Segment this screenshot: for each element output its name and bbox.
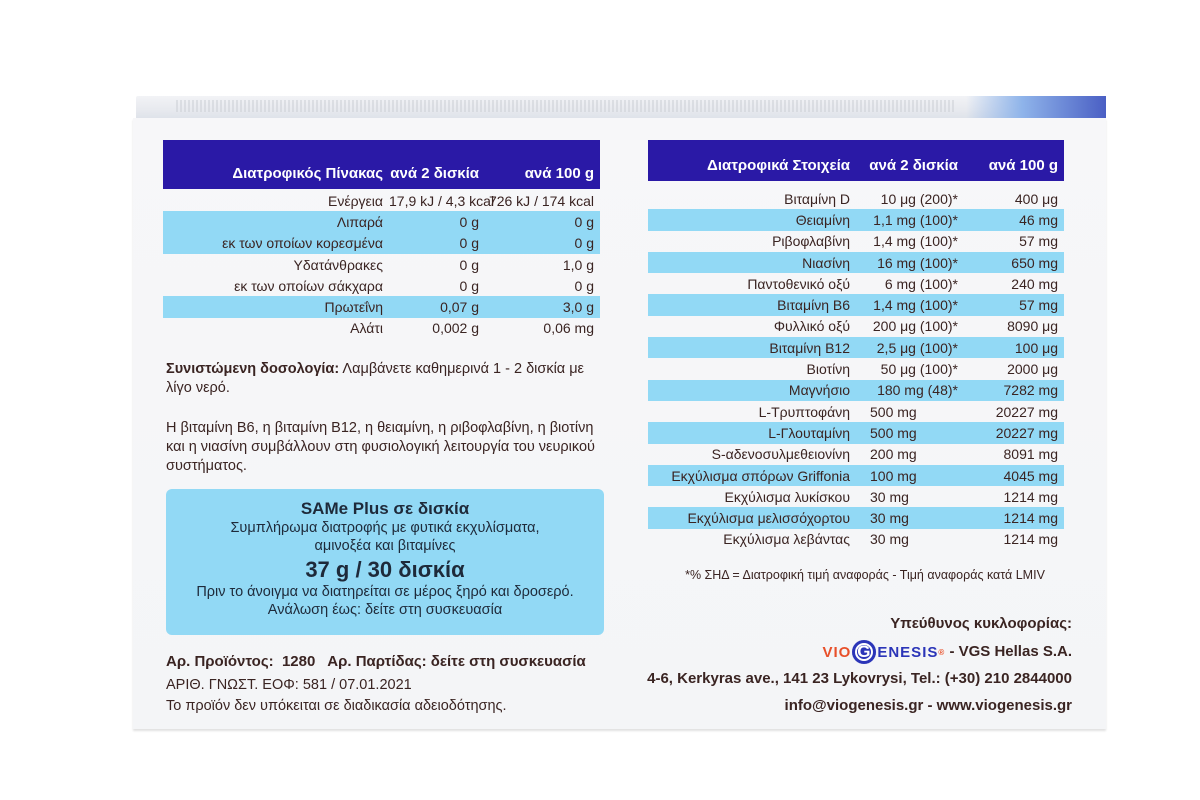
lid-embossed-text [176, 100, 956, 112]
row-per-2: 0,002 g [432, 320, 479, 337]
ingredients-table [648, 140, 1064, 550]
row-per-2: 17,9 kJ / 4,3 kcal [389, 192, 495, 209]
row-per-100: 0 g [574, 235, 594, 252]
table-row [648, 401, 1064, 422]
company-line [823, 640, 1073, 664]
row-name: εκ των οποίων κορεσμένα [222, 235, 383, 252]
row-per-100: 1,0 g [562, 256, 594, 273]
row-per-2: 30 mg [870, 531, 909, 548]
row-name: Μαγνήσιο [788, 382, 850, 399]
row-name: Εκχύλισμα σπόρων Griffonia [671, 467, 850, 484]
header-per-2: ανά 2 δισκία [390, 165, 479, 182]
header-per-2: ανά 2 δισκία [869, 157, 958, 174]
row-per-2: 0 g [459, 235, 479, 252]
dosage-instructions: Λαμβάνετε καθημερινά 1 - 2 δισκία με λίγο νερό. [166, 361, 585, 396]
storage-instructions: Πριν το άνοιγμα να διατηρείται σε μέρος ξηρό και δροσερό. [196, 584, 574, 600]
product-info-box [166, 489, 604, 635]
table-row [648, 273, 1064, 294]
row-per-100: 3,0 g [562, 299, 594, 316]
header-name: Διατροφικά Στοιχεία [707, 157, 850, 174]
row-name: Εκχύλισμα λυκίσκου [724, 488, 850, 505]
row-per-100: 650 mg [1011, 254, 1058, 271]
row-name: Παντοθενικό οξύ [747, 275, 850, 292]
row-name: Λιπαρά [336, 213, 383, 230]
ingredients-table-header [648, 140, 1064, 181]
table-row [648, 337, 1064, 358]
table-row [648, 486, 1064, 507]
row-name: Φυλλικό οξύ [773, 318, 850, 335]
row-name: Νιασίνη [802, 254, 850, 271]
row-per-100: 4045 mg [1003, 467, 1058, 484]
row-per-2: 1,4 mg (100)* [873, 233, 958, 250]
table-row [163, 318, 600, 339]
row-per-2: 10 μg (200)* [880, 190, 958, 207]
ingredients-table-body [648, 188, 1064, 550]
row-name: S-αδενοσυλμεθειονίνη [711, 446, 850, 463]
row-per-100: 726 kJ / 174 kcal [488, 192, 594, 209]
row-per-100: 8091 mg [1003, 446, 1058, 463]
dosage-label: Συνιστώμενη δοσολογία: [166, 361, 340, 377]
row-per-2: 0,07 g [440, 299, 479, 316]
row-per-2: 200 mg [870, 446, 917, 463]
row-name: Ενέργεια [328, 192, 383, 209]
rda-footnote: *% ΣΗΔ = Διατροφική τιμή αναφοράς - Τιμή αναφοράς κατά LMIV [685, 568, 1045, 582]
row-per-100: 8090 μg [1007, 318, 1058, 335]
row-per-2: 50 μg (100)* [880, 361, 958, 378]
dosage-text [166, 360, 606, 398]
row-name: Ριβοφλαβίνη [772, 233, 850, 250]
row-name: Βιταμίνη Β6 [777, 297, 850, 314]
row-name: Υδατάνθρακες [293, 256, 383, 273]
table-row [163, 233, 600, 254]
registered-mark: ® [938, 647, 946, 657]
row-name: Εκχύλισμα λεβάντας [723, 531, 850, 548]
table-row [648, 188, 1064, 209]
nutrition-table-body [163, 190, 600, 339]
row-per-100: 1214 mg [1003, 488, 1058, 505]
logo-enesis-text: ENESIS [877, 643, 939, 661]
table-row [648, 231, 1064, 252]
viogenesis-logo [823, 640, 946, 664]
row-per-100: 100 μg [1014, 339, 1058, 356]
row-name: Βιταμίνη D [784, 190, 850, 207]
nutrition-table-header [163, 140, 600, 189]
row-per-100: 2000 μg [1007, 361, 1058, 378]
responsible-label: Υπεύθυνος κυκλοφορίας: [890, 615, 1072, 632]
row-per-100: 0 g [574, 277, 594, 294]
table-row [648, 465, 1064, 486]
table-row [163, 211, 600, 232]
row-per-2: 30 mg [870, 488, 909, 505]
table-row [648, 507, 1064, 528]
row-per-2: 16 mg (100)* [877, 254, 958, 271]
product-title: SAMe Plus σε δισκία [300, 499, 470, 518]
box-lid [136, 96, 1106, 118]
company-contact: info@viogenesis.gr - www.viogenesis.gr [784, 697, 1072, 714]
logo-vio-text: VIO [822, 643, 852, 661]
row-per-2: 6 mg (100)* [884, 275, 958, 292]
row-per-100: 400 μg [1014, 190, 1058, 207]
product-subtitle-2: αμινοξέα και βιταμίνες [314, 538, 456, 554]
row-per-2: 180 mg (48)* [877, 382, 958, 399]
row-per-100: 20227 mg [995, 424, 1058, 441]
product-quantity: 37 g / 30 δισκία [305, 557, 465, 582]
header-per-100: ανά 100 g [524, 165, 594, 182]
lid-color-stripe [966, 96, 1106, 118]
row-per-2: 500 mg [870, 403, 917, 420]
row-name: Βιοτίνη [806, 361, 850, 378]
row-per-2: 2,5 μg (100)* [876, 339, 958, 356]
table-row [648, 252, 1064, 273]
row-per-100: 240 mg [1011, 275, 1058, 292]
row-name: εκ των οποίων σάκχαρα [234, 277, 383, 294]
license-note: Το προϊόν δεν υπόκειται σε διαδικασία αδειοδότησης. [166, 698, 507, 714]
row-name: Θειαμίνη [795, 211, 850, 228]
row-name: L-Γλουταμίνη [768, 424, 850, 441]
row-per-2: 200 μg (100)* [872, 318, 958, 335]
table-row [648, 422, 1064, 443]
row-per-100: 1214 mg [1003, 510, 1058, 527]
row-per-100: 7282 mg [1003, 382, 1058, 399]
row-per-100: 0 g [574, 213, 594, 230]
table-row [648, 380, 1064, 401]
row-name: Βιταμίνη Β12 [769, 339, 850, 356]
row-per-2: 1,1 mg (100)* [873, 211, 958, 228]
table-row [163, 275, 600, 296]
logo-g-circle-icon: G [852, 640, 876, 664]
row-per-100: 20227 mg [995, 403, 1058, 420]
eof-registration: ΑΡΙΘ. ΓΝΩΣΤ. ΕΟΦ: 581 / 07.01.2021 [166, 677, 412, 693]
header-name: Διατροφικός Πίνακας [232, 165, 383, 182]
expiry-text: Ανάλωση έως: δείτε στη συσκευασία [267, 602, 503, 618]
table-row [648, 294, 1064, 315]
row-per-2: 0 g [459, 277, 479, 294]
row-per-2: 500 mg [870, 424, 917, 441]
nutrition-table [163, 140, 600, 339]
row-per-100: 57 mg [1019, 233, 1058, 250]
header-per-100: ανά 100 g [988, 157, 1058, 174]
row-per-100: 0,06 mg [543, 320, 594, 337]
table-row [163, 190, 600, 211]
row-per-2: 100 mg [870, 467, 917, 484]
table-row [163, 296, 600, 317]
product-number: Αρ. Προϊόντος: 1280 Αρ. Παρτίδας: δείτε στη συσκευασία [166, 653, 586, 670]
table-row [648, 444, 1064, 465]
product-subtitle-1: Συμπλήρωμα διατροφής με φυτικά εκχυλίσματα, [230, 520, 540, 536]
company-name: - VGS Hellas S.A. [949, 642, 1072, 660]
row-name: Εκχύλισμα μελισσόχορτου [687, 510, 850, 527]
table-row [648, 316, 1064, 337]
row-name: L-Τρυπτοφάνη [758, 403, 850, 420]
table-row [648, 529, 1064, 550]
company-address: 4-6, Kerkyras ave., 141 23 Lykovrysi, Tel.: (+30) 210 2844000 [647, 670, 1072, 687]
row-per-2: 0 g [459, 213, 479, 230]
health-claim: Η βιταμίνη Β6, η βιταμίνη Β12, η θειαμίνη, η ριβοφλαβίνη, η βιοτίνη και η νιασίνη συμβάλλουν στη φυσιολογική λειτουργία του νευρικού συστήματος. [166, 420, 595, 474]
table-row [648, 209, 1064, 230]
row-per-2: 1,4 mg (100)* [873, 297, 958, 314]
row-per-100: 1214 mg [1003, 531, 1058, 548]
table-row [163, 254, 600, 275]
row-per-100: 57 mg [1019, 297, 1058, 314]
row-per-100: 46 mg [1019, 211, 1058, 228]
row-name: Πρωτεΐνη [324, 299, 383, 316]
row-per-2: 0 g [459, 256, 479, 273]
row-per-2: 30 mg [870, 510, 909, 527]
table-row [648, 358, 1064, 379]
row-name: Αλάτι [350, 320, 383, 337]
